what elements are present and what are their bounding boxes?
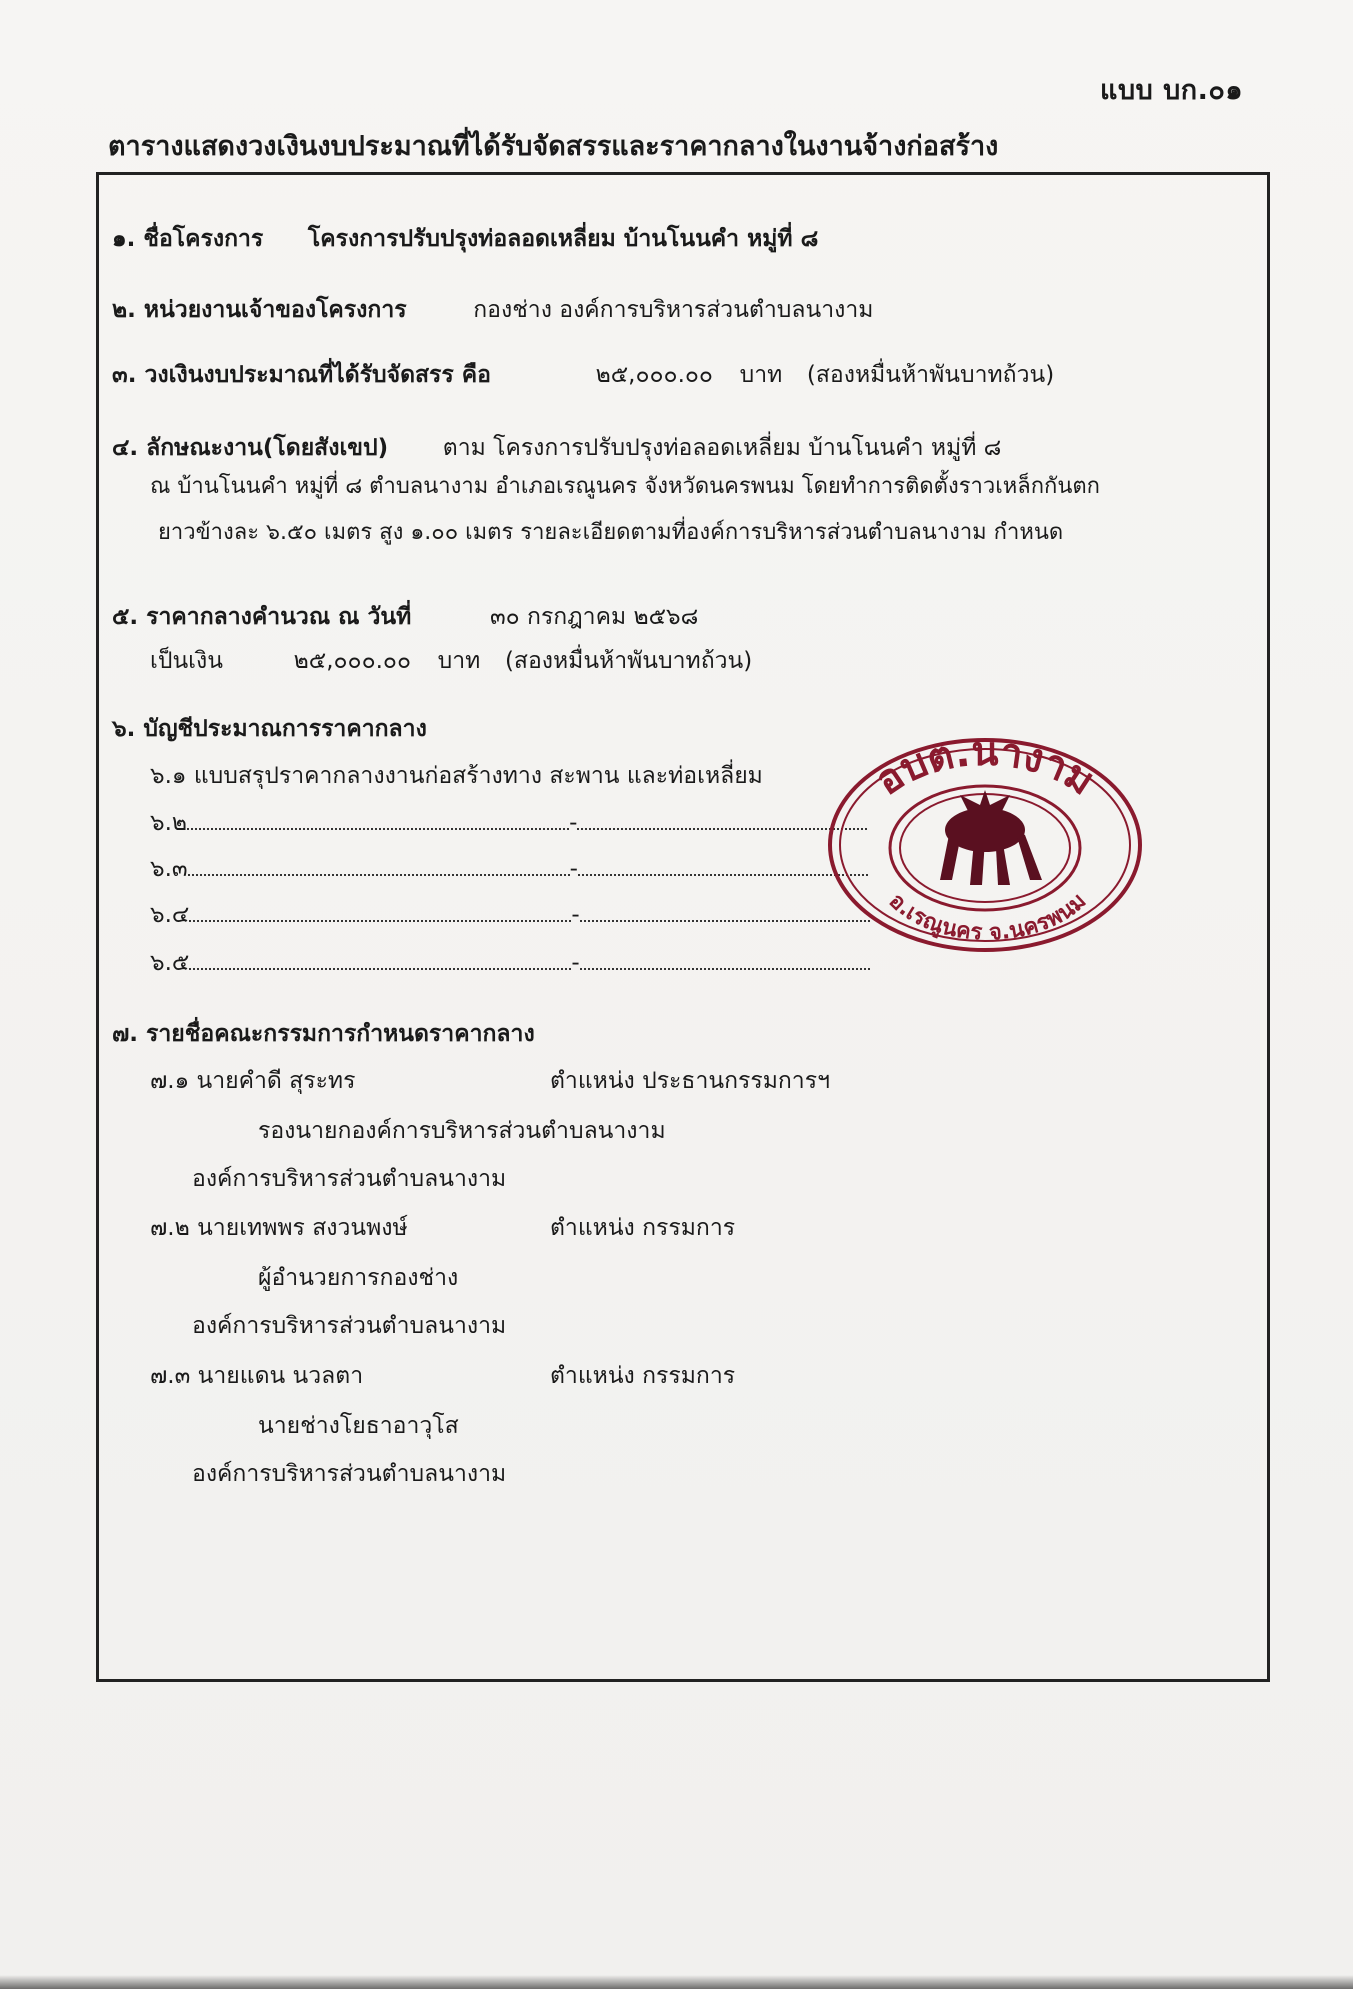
item-6-5 — [150, 950, 870, 978]
item-4-line2: ณ บ้านโนนคำ หมู่ที่ ๘ ตำบลนางาม อำเภอเรณูนคร จังหวัดนครพนม โดยทำการติดตั้งราวเหล็กกันตก — [150, 474, 1101, 499]
member-1-title: รองนายกองค์การบริหารส่วนตำบลนางาม — [258, 1118, 666, 1144]
item-2 — [112, 297, 873, 325]
item-4-label: ๔. ลักษณะงาน(โดยสังเขป) — [112, 435, 389, 461]
member-1-position: ตำแหน่ง ประธานกรรมการฯ — [550, 1068, 830, 1094]
item-5-amount: ๒๕,๐๐๐.๐๐ — [293, 648, 412, 674]
item-6-5-dots — [189, 950, 571, 970]
member-3-position: ตำแหน่ง กรรมการ — [550, 1363, 736, 1389]
item-6-3-number: ๖.๓ — [150, 856, 188, 882]
item-6-4-dash: - — [571, 902, 580, 928]
item-6-1: ๖.๑ แบบสรุปราคากลางงานก่อสร้างทาง สะพาน และท่อเหลี่ยม — [150, 763, 763, 789]
item-4 — [112, 435, 1001, 463]
member-3-title: นายช่างโยธาอาวุโส — [258, 1413, 459, 1439]
item-3-words: (สองหมื่นห้าพันบาทถ้วน) — [806, 362, 1055, 388]
member-3-org: องค์การบริหารส่วนตำบลนางาม — [192, 1461, 507, 1487]
item-6-label: ๖. บัญชีประมาณการราคากลาง — [112, 716, 427, 742]
item-6-5-number: ๖.๕ — [150, 950, 190, 976]
member-2-org: องค์การบริหารส่วนตำบลนางาม — [192, 1313, 507, 1339]
item-6-3-dash: - — [569, 856, 578, 882]
item-6-2 — [150, 810, 867, 838]
item-4-line1: ตาม โครงการปรับปรุงท่อลอดเหลี่ยม บ้านโนนคำ หมู่ที่ ๘ — [442, 435, 1002, 461]
item-5-date: ๓๐ กรกฎาคม ๒๕๖๘ — [489, 604, 699, 630]
item-1-value: โครงการปรับปรุงท่อลอดเหลี่ยม บ้านโนนคำ หมู่ที่ ๘ — [307, 226, 819, 252]
item-2-value: กองช่าง องค์การบริหารส่วนตำบลนางาม — [473, 297, 874, 323]
item-2-label: ๒. หน่วยงานเจ้าของโครงการ — [112, 297, 407, 323]
item-5-amount-row — [150, 648, 752, 676]
item-6-4-number: ๖.๔ — [150, 902, 190, 928]
item-6-2-number: ๖.๒ — [150, 810, 188, 836]
member-2-title: ผู้อำนวยการกองช่าง — [258, 1265, 459, 1291]
member-1-org: องค์การบริหารส่วนตำบลนางาม — [192, 1166, 507, 1192]
item-4-line3: ยาวข้างละ ๖.๕๐ เมตร สูง ๑.๐๐ เมตร รายละเอียดตามที่องค์การบริหารส่วนตำบลนางาม กำหนด — [158, 520, 1064, 545]
item-7-label: ๗. รายชื่อคณะกรรมการกำหนดราคากลาง — [112, 1021, 535, 1047]
item-1-label: ๑. ชื่อโครงการ — [112, 226, 264, 252]
item-3 — [112, 362, 1054, 390]
item-3-amount: ๒๕,๐๐๐.๐๐ — [595, 362, 713, 388]
item-5-unit: บาท — [437, 648, 481, 674]
item-1 — [112, 226, 818, 254]
form-code: แบบ บก.๐๑ — [1100, 75, 1243, 106]
document-title: ตารางแสดงวงเงินงบประมาณที่ได้รับจัดสรรและราคากลางในงานจ้างก่อสร้าง — [108, 131, 999, 162]
stamp-bottom-text: อ.เรณูนคร จ.นครพนม — [883, 888, 1092, 946]
member-2-name: ๗.๒ นายเทพพร สงวนพงษ์ — [150, 1215, 408, 1241]
item-5-words: (สองหมื่นห้าพันบาทถ้วน) — [504, 648, 753, 674]
item-6-4 — [150, 902, 870, 930]
item-3-label: ๓. วงเงินงบประมาณที่ได้รับจัดสรร คือ — [112, 362, 491, 388]
stamp-emblem-icon — [940, 790, 1042, 885]
page-bottom-edge — [0, 1975, 1353, 1989]
item-6-3-dots — [188, 856, 570, 876]
stamp-top-text: อบต.นางาม — [867, 730, 1103, 805]
item-5-label: ๕. ราคากลางคำนวณ ณ วันที่ — [112, 604, 412, 630]
member-1-name: ๗.๑ นายคำดี สุระทร — [150, 1068, 356, 1094]
item-6-4-dots — [189, 902, 571, 922]
member-3-name: ๗.๓ นายแดน นวลตา — [150, 1363, 364, 1389]
item-6-3 — [150, 856, 868, 884]
item-3-unit: บาท — [739, 362, 783, 388]
item-6-2-dash: - — [569, 810, 578, 836]
member-2-position: ตำแหน่ง กรรมการ — [550, 1215, 736, 1241]
organization-seal-stamp — [820, 730, 1150, 960]
item-6-5-dash: - — [571, 950, 580, 976]
item-5-prefix: เป็นเงิน — [150, 648, 223, 674]
item-6-2-dots — [187, 810, 569, 830]
item-5 — [112, 604, 698, 632]
